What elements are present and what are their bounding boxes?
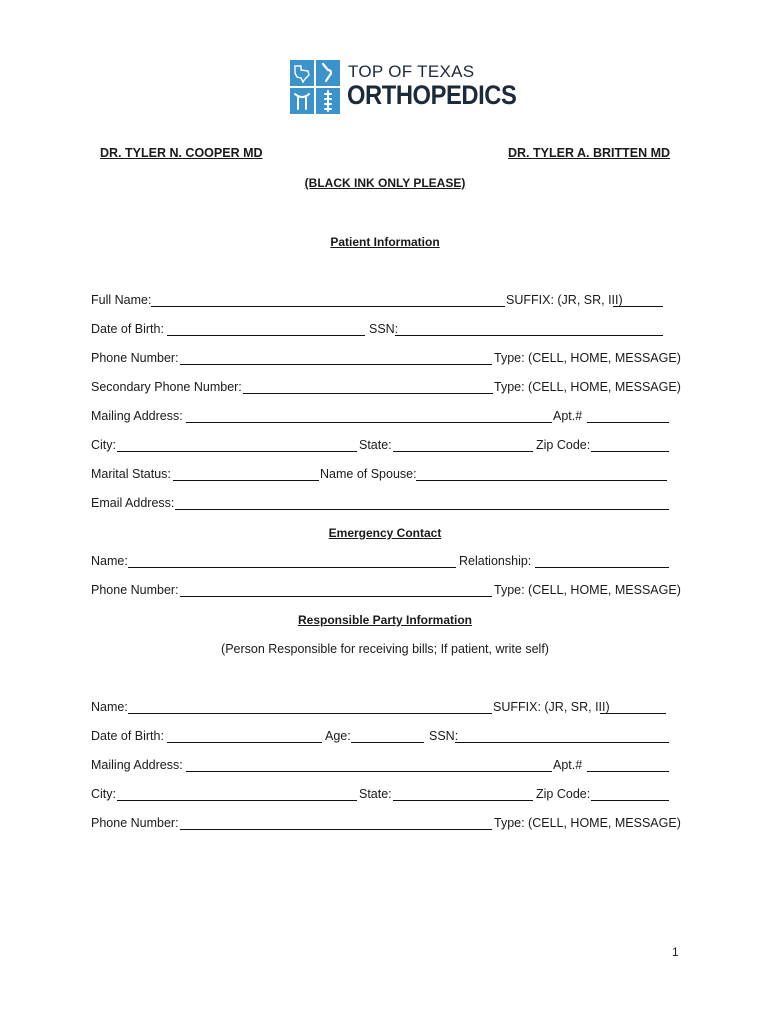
- row-full-name: [91, 293, 669, 309]
- full-name-label: Full Name:: [91, 293, 152, 307]
- dob-field[interactable]: [167, 335, 365, 336]
- apt-label: Apt.#: [553, 409, 583, 423]
- resp-mailing-label: Mailing Address:: [91, 758, 183, 772]
- resp-suffix-field[interactable]: [600, 713, 666, 714]
- resp-dob-label: Date of Birth:: [91, 729, 164, 743]
- resp-state-field[interactable]: [393, 800, 533, 801]
- zip-label: Zip Code:: [536, 438, 591, 452]
- resp-city-field[interactable]: [117, 800, 357, 801]
- zip-field[interactable]: [591, 451, 669, 452]
- emergency-phone-type-label: Type: (CELL, HOME, MESSAGE): [494, 583, 681, 597]
- row-emergency-name: [91, 554, 669, 570]
- row-mailing: [91, 409, 669, 425]
- knee-joint-icon: [316, 60, 340, 86]
- page-number: 1: [672, 945, 679, 959]
- spouse-field[interactable]: [416, 480, 667, 481]
- email-label: Email Address:: [91, 496, 175, 510]
- phone-type-label: Type: (CELL, HOME, MESSAGE): [494, 351, 681, 365]
- emergency-phone-field[interactable]: [180, 596, 492, 597]
- doctor-right-name: DR. TYLER A. BRITTEN MD: [508, 146, 671, 160]
- city-label: City:: [91, 438, 116, 452]
- resp-phone-field[interactable]: [180, 829, 492, 830]
- responsible-note: (Person Responsible for receiving bills; If patient, write self): [221, 642, 549, 656]
- responsible-heading: Responsible Party Information: [297, 613, 473, 627]
- resp-mailing-field[interactable]: [186, 771, 552, 772]
- apt-field[interactable]: [587, 422, 669, 423]
- ssn-label: SSN:: [369, 322, 399, 336]
- relationship-field[interactable]: [535, 567, 669, 568]
- mailing-field[interactable]: [186, 422, 552, 423]
- row-resp-phone: [91, 816, 681, 832]
- row-resp-city-state-zip: [91, 787, 669, 803]
- resp-state-label: State:: [359, 787, 392, 801]
- emergency-name-label: Name:: [91, 554, 128, 568]
- resp-zip-field[interactable]: [591, 800, 669, 801]
- row-phone: [91, 351, 681, 367]
- resp-phone-type-label: Type: (CELL, HOME, MESSAGE): [494, 816, 681, 830]
- patient-info-heading: Patient Information: [330, 235, 440, 249]
- dob-label: Date of Birth:: [91, 322, 164, 336]
- suffix-field[interactable]: [613, 306, 663, 307]
- ink-instruction: (BLACK INK ONLY PLEASE): [304, 176, 466, 190]
- spine-icon: [316, 88, 340, 114]
- resp-phone-label: Phone Number:: [91, 816, 179, 830]
- emergency-phone-label: Phone Number:: [91, 583, 179, 597]
- row-email: [91, 496, 669, 512]
- secondary-phone-field[interactable]: [243, 393, 493, 394]
- phone-label: Phone Number:: [91, 351, 179, 365]
- mailing-label: Mailing Address:: [91, 409, 183, 423]
- resp-suffix-label: SUFFIX: (JR, SR, III): [493, 700, 610, 714]
- row-emergency-phone: [91, 583, 681, 599]
- row-dob-ssn: [91, 322, 669, 338]
- row-city-state-zip: [91, 438, 669, 454]
- resp-zip-label: Zip Code:: [536, 787, 591, 801]
- ssn-field[interactable]: [395, 335, 663, 336]
- emergency-heading: Emergency Contact: [328, 526, 442, 540]
- resp-apt-field[interactable]: [587, 771, 669, 772]
- row-secondary-phone: [91, 380, 681, 396]
- spouse-label: Name of Spouse:: [320, 467, 417, 481]
- resp-dob-field[interactable]: [167, 742, 322, 743]
- age-label: Age:: [325, 729, 351, 743]
- resp-ssn-field[interactable]: [455, 742, 669, 743]
- city-field[interactable]: [117, 451, 357, 452]
- practice-logo: [290, 58, 517, 114]
- email-field[interactable]: [175, 509, 669, 510]
- state-field[interactable]: [393, 451, 533, 452]
- logo-text-top: TOP OF TEXAS: [348, 62, 475, 81]
- resp-ssn-label: SSN:: [429, 729, 459, 743]
- row-marital-spouse: [91, 467, 669, 483]
- resp-city-label: City:: [91, 787, 116, 801]
- relationship-label: Relationship:: [459, 554, 532, 568]
- secondary-phone-label: Secondary Phone Number:: [91, 380, 242, 394]
- emergency-name-field[interactable]: [128, 567, 456, 568]
- state-label: State:: [359, 438, 392, 452]
- resp-name-label: Name:: [91, 700, 128, 714]
- phone-field[interactable]: [180, 364, 492, 365]
- full-name-field[interactable]: [151, 306, 505, 307]
- marital-label: Marital Status:: [91, 467, 171, 481]
- resp-apt-label: Apt.#: [553, 758, 583, 772]
- logo-text-bottom: ORTHOPEDICS: [347, 80, 517, 110]
- row-resp-name: [91, 700, 669, 716]
- age-field[interactable]: [351, 742, 424, 743]
- texas-state-icon: [290, 60, 314, 86]
- marital-field[interactable]: [173, 480, 319, 481]
- resp-name-field[interactable]: [128, 713, 492, 714]
- hip-joint-icon: [290, 88, 314, 114]
- row-resp-dob-age-ssn: [91, 729, 669, 745]
- row-resp-mailing: [91, 758, 669, 774]
- doctor-left-name: DR. TYLER N. COOPER MD: [100, 146, 263, 160]
- suffix-label: SUFFIX: (JR, SR, III): [506, 293, 623, 307]
- logo-icon-grid: [290, 58, 342, 114]
- secondary-phone-type-label: Type: (CELL, HOME, MESSAGE): [494, 380, 681, 394]
